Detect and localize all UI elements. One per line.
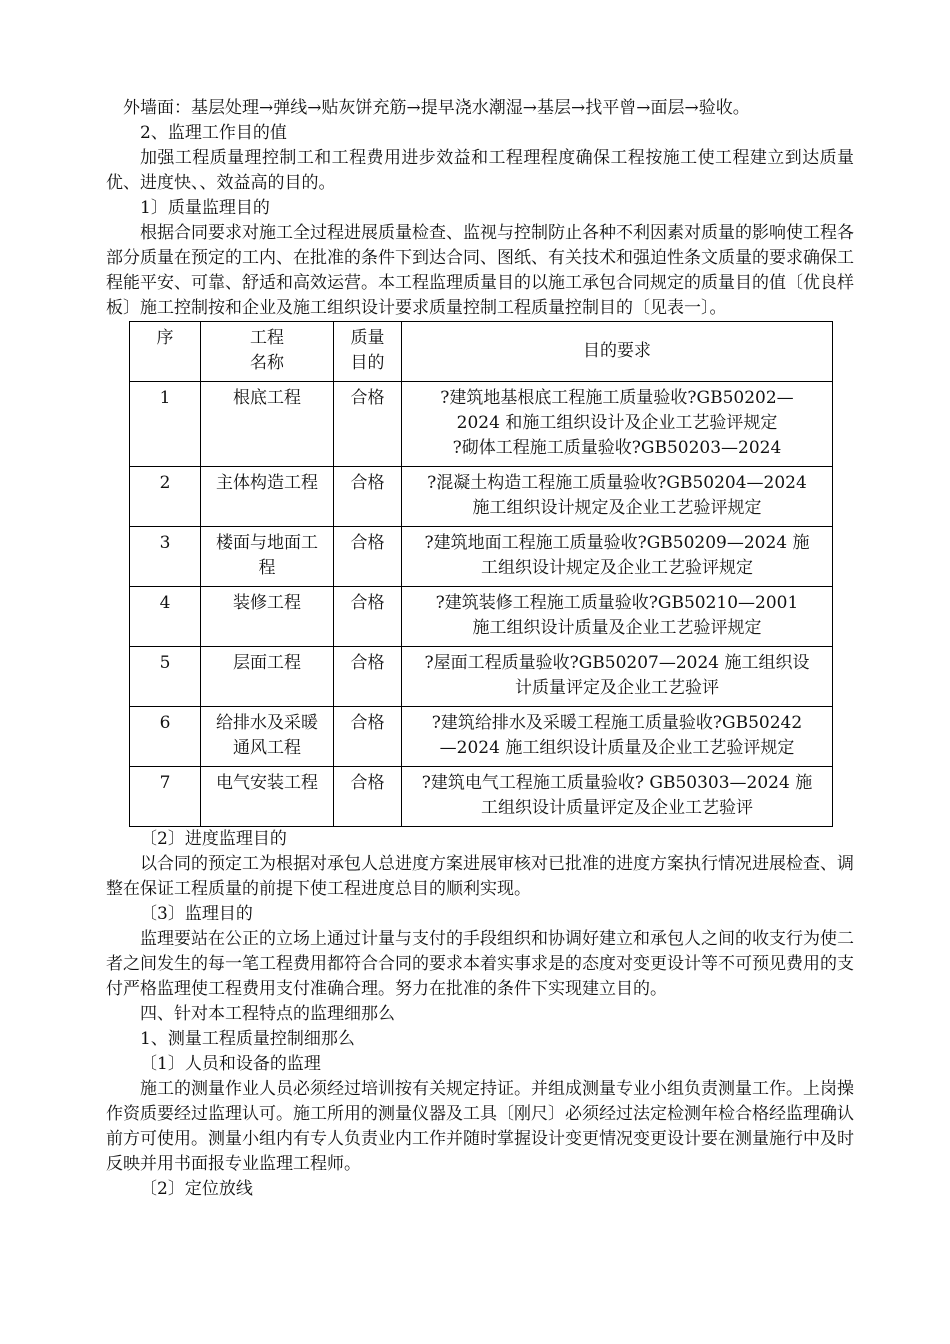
staff-equipment-body: 施工的测量作业人员必须经过培训按有关规定持证。并组成测量专业小组负责测量工作。上岗操作资质要经过监理认可。施工所用的测量仪器及工具〔刚尺〕必须经过法定检测年检合格经监理确认前方可使用。测量小组内有专人负责业内工作并随时掌握设计变更情况变更设计要在测量施行中及时反映并用书面报专业监理工程师。 xyxy=(106,1079,854,1174)
table-row xyxy=(130,647,833,707)
row-number: 3 xyxy=(130,527,201,587)
row-goal: 合格 xyxy=(334,707,402,767)
section-2-title: 2、监理工作目的值 xyxy=(140,123,287,143)
requirement-line: —2024 施工组织设计质量及企业工艺验评规定 xyxy=(439,738,795,758)
row-goal: 合格 xyxy=(334,527,402,587)
header-no: 序 xyxy=(130,322,201,382)
row-requirement xyxy=(402,587,833,647)
row-number: 4 xyxy=(130,587,201,647)
requirement-line: 计质量评定及企业工艺验评 xyxy=(515,678,719,698)
row-requirement xyxy=(402,707,833,767)
requirement-line: ?建筑地基根底工程施工质量验收?GB50202— xyxy=(440,388,794,408)
quality-goal-body: 根据合同要求对施工全过程进展质量检查、监视与控制防止各种不利因素对质量的影响使工程各部分质量在预定的工内、在批准的条件下到达合同、图纸、有关技术和强迫性条文质量的要求确保工程能平安、可靠、舒适和高效运营。本工程监理质量目的以施工承包合同规定的质量目的值〔优良样板〕施工控制按和企业及施工组织设计要求质量控制工程质量控制目的〔见表一〕。 xyxy=(106,223,854,318)
row-requirement xyxy=(402,767,833,827)
table-row xyxy=(130,587,833,647)
row-name: 给排水及采暖通风工程 xyxy=(201,707,334,767)
requirement-line: ?混凝土构造工程施工质量验收?GB50204—2024 xyxy=(427,473,807,493)
header-name-line1: 工程 xyxy=(250,328,284,348)
row-name: 楼面与地面工程 xyxy=(201,527,334,587)
row-number: 1 xyxy=(130,382,201,467)
table-row xyxy=(130,467,833,527)
header-name-line2: 名称 xyxy=(250,353,284,373)
outer-wall-process: 外墙面：基层处理→弹线→贴灰饼充筋→提早浇水潮湿→基层→找平曾→面层→验收。 xyxy=(123,98,750,118)
table-row xyxy=(130,767,833,827)
requirement-line: ?建筑装修工程施工质量验收?GB50210—2001 xyxy=(435,593,799,613)
row-goal: 合格 xyxy=(334,647,402,707)
requirement-line: 工组织设计质量评定及企业工艺验评 xyxy=(481,798,753,818)
row-goal: 合格 xyxy=(334,767,402,827)
staff-equipment-title: 〔1〕人员和设备的监理 xyxy=(140,1054,321,1074)
table-body xyxy=(130,382,833,827)
row-goal: 合格 xyxy=(334,467,402,527)
row-requirement xyxy=(402,527,833,587)
requirement-line: ?屋面工程质量验收?GB50207—2024 施工组织设 xyxy=(424,653,810,673)
table-header-row xyxy=(130,322,833,382)
section-2-body: 加强工程质量理控制工和工程费用进步效益和工程理程度确保工程按施工使工程建立到达质量优、进度快、、效益高的目的。 xyxy=(106,148,854,193)
quality-goal-table xyxy=(129,321,833,827)
row-requirement xyxy=(402,647,833,707)
quality-goal-title: 1〕质量监理目的 xyxy=(140,198,270,218)
layout-title: 〔2〕定位放线 xyxy=(140,1179,253,1199)
row-requirement xyxy=(402,467,833,527)
requirement-line: 施工组织设计质量及企业工艺验评规定 xyxy=(472,618,762,638)
row-goal: 合格 xyxy=(334,382,402,467)
progress-goal-title: 〔2〕进度监理目的 xyxy=(140,829,287,849)
header-requirement: 目的要求 xyxy=(402,322,833,382)
row-name: 电气安装工程 xyxy=(201,767,334,827)
row-name: 层面工程 xyxy=(201,647,334,707)
row-number: 2 xyxy=(130,467,201,527)
requirement-line: ?建筑电气工程施工质量验收? GB50303—2024 施 xyxy=(421,773,813,793)
row-name: 主体构造工程 xyxy=(201,467,334,527)
header-goal-line1: 质量 xyxy=(350,328,385,348)
table-row xyxy=(130,707,833,767)
header-goal-line2: 目的 xyxy=(350,353,385,373)
requirement-line: ?建筑给排水及采暖工程施工质量验收?GB50242 xyxy=(431,713,803,733)
requirement-line: 施工组织设计规定及企业工艺验评规定 xyxy=(472,498,762,518)
requirement-line: 2024 和施工组织设计及企业工艺验评规定 xyxy=(456,413,778,433)
requirement-line: ?砌体工程施工质量验收?GB50203—2024 xyxy=(452,438,782,458)
table-row xyxy=(130,382,833,467)
row-name: 根底工程 xyxy=(201,382,334,467)
progress-goal-body: 以合同的预定工为根据对承包人总进度方案进展审核对已批准的进度方案执行情况进展检查、调整在保证工程质量的前提下使工程进度总目的顺利实现。 xyxy=(106,854,854,899)
requirement-line: ?建筑地面工程施工质量验收?GB50209—2024 施 xyxy=(424,533,810,553)
document-page xyxy=(106,96,854,1202)
header-goal xyxy=(334,322,402,382)
row-goal: 合格 xyxy=(334,587,402,647)
row-number: 7 xyxy=(130,767,201,827)
row-number: 6 xyxy=(130,707,201,767)
header-name xyxy=(201,322,334,382)
row-name: 装修工程 xyxy=(201,587,334,647)
row-number: 5 xyxy=(130,647,201,707)
requirement-line: 工组织设计规定及企业工艺验评规定 xyxy=(481,558,753,578)
survey-control-title: 1、测量工程质量控制细那么 xyxy=(140,1029,355,1049)
cost-goal-title: 〔3〕监理目的 xyxy=(140,904,253,924)
section-4-title: 四、针对本工程特点的监理细那么 xyxy=(140,1004,395,1024)
table-row xyxy=(130,527,833,587)
row-requirement xyxy=(402,382,833,467)
cost-goal-body: 监理要站在公正的立场上通过计量与支付的手段组织和协调好建立和承包人之间的收支行为使二者之间发生的每一笔工程费用都符合合同的要求本着实事求是的态度对变更设计等不可预见费用的支付严格监理使工程费用支付准确合理。努力在批准的条件下实现建立目的。 xyxy=(106,929,854,999)
